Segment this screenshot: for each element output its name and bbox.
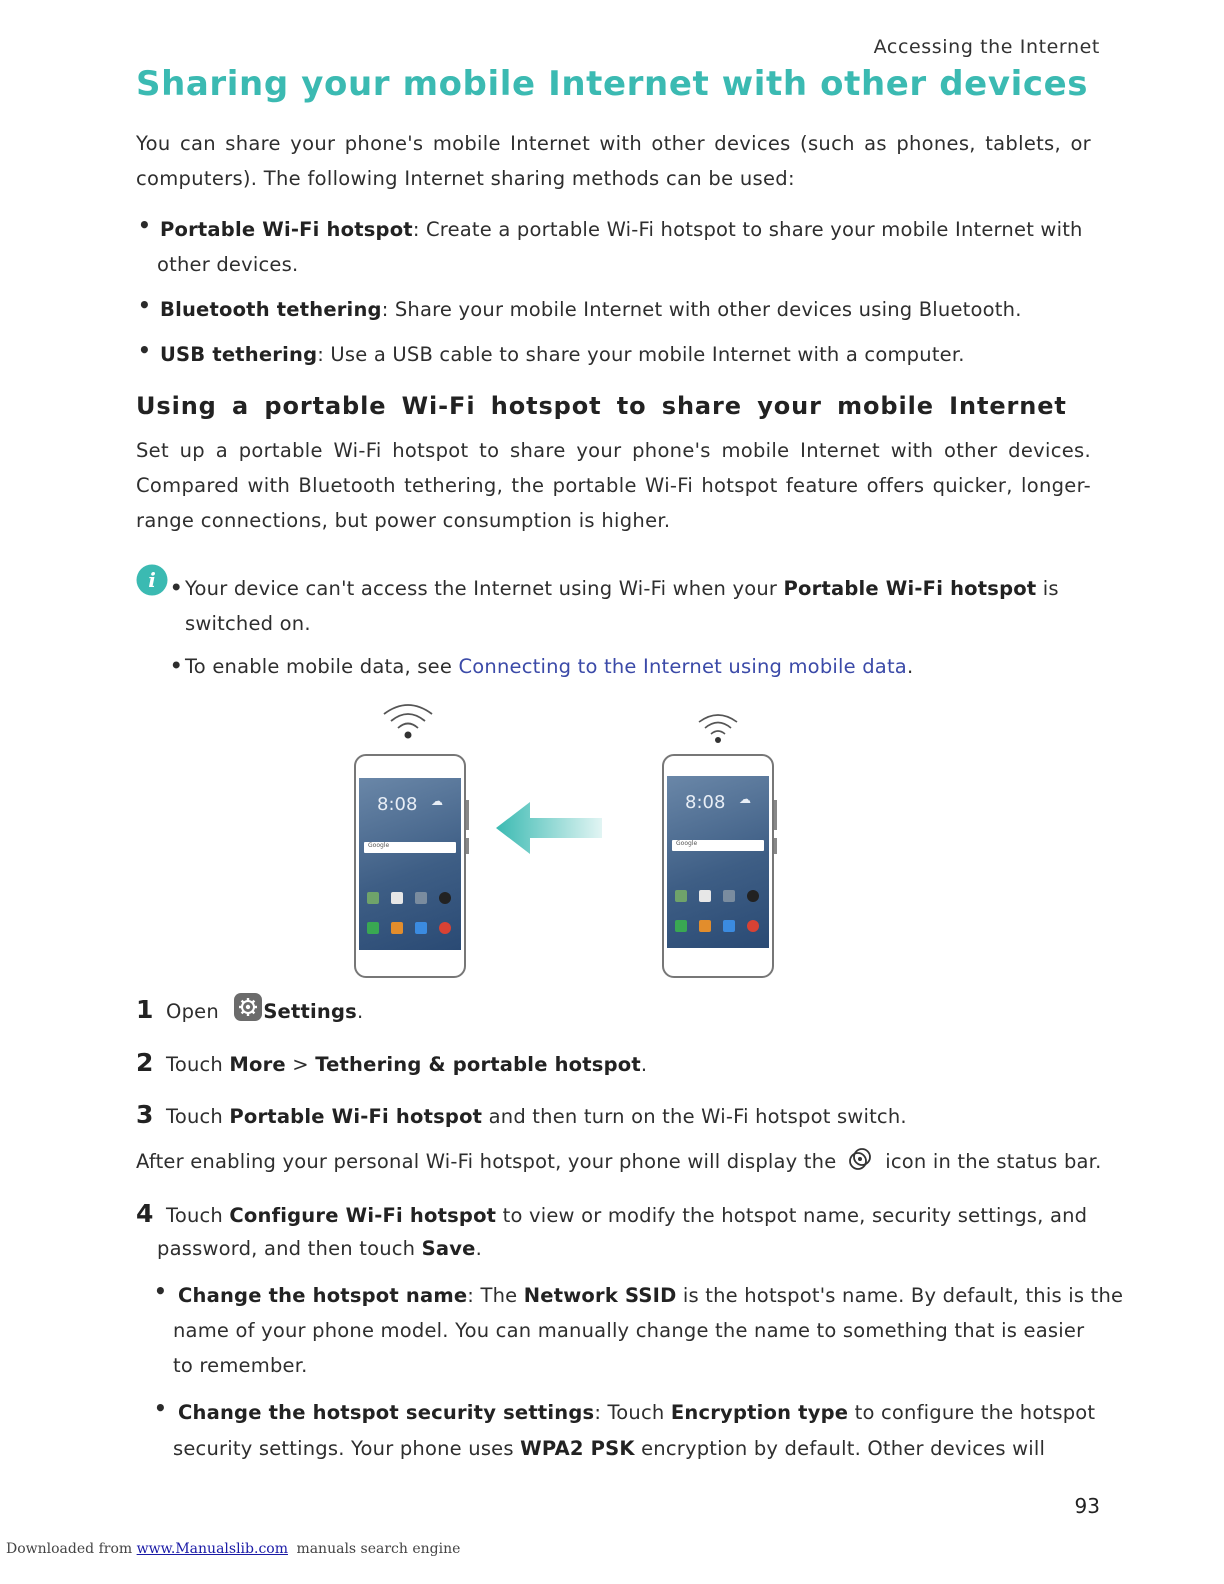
hotspot-status-icon — [847, 1147, 875, 1171]
step-bold: Configure Wi-Fi hotspot — [229, 1204, 497, 1227]
sub-item-hotspot-name — [178, 1278, 1123, 1313]
search-bar — [672, 840, 764, 851]
step-text: Touch — [166, 1105, 223, 1128]
section-subheading: Using a portable Wi-Fi hotspot to share your mobile Internet — [136, 392, 1067, 420]
weather-icon: ☁ — [739, 792, 751, 806]
page-number: 93 — [1074, 1494, 1100, 1518]
step-2 — [136, 1045, 647, 1082]
step-text: Open — [166, 1000, 219, 1023]
sub-item-text: is the hotspot's name. By default, this is the — [682, 1284, 1124, 1307]
step-bold: More — [229, 1053, 286, 1076]
method-desc: : Create a portable Wi-Fi hotspot to share your mobile Internet with — [412, 218, 1083, 241]
step-text: . — [475, 1237, 482, 1260]
phone-receiving — [662, 754, 774, 978]
sub-item-text-continued: to remember. — [173, 1354, 308, 1377]
step-4-continued — [157, 1231, 482, 1266]
method-desc: : Share your mobile Internet with other devices using Bluetooth. — [381, 298, 1022, 321]
intro-paragraph: You can share your phone's mobile Internet with other devices (such as phones, tablets, or computers). The following Internet sharing methods can be used: — [136, 132, 1091, 190]
phone-sharing — [354, 754, 466, 978]
step-3-result — [136, 1144, 1102, 1179]
footer-text: Downloaded from — [6, 1541, 133, 1557]
step-text: After enabling your personal Wi-Fi hotspot, your phone will display the — [136, 1150, 837, 1173]
info-note — [136, 562, 1096, 692]
step-bold: Tethering & portable hotspot — [315, 1053, 641, 1076]
hotspot-illustration — [340, 698, 800, 983]
step-separator: > — [292, 1053, 309, 1076]
note-item — [185, 571, 1059, 606]
bullet-icon: • — [154, 1279, 167, 1303]
sub-item-text-continued — [173, 1431, 1045, 1466]
step-text: Touch — [166, 1204, 223, 1227]
method-term: Bluetooth tethering — [160, 298, 382, 321]
step-text: Touch — [166, 1053, 223, 1076]
sub-item-bold: Network SSID — [523, 1284, 677, 1307]
mobile-data-link[interactable]: Connecting to the Internet using mobile data — [458, 655, 907, 678]
search-bar — [364, 842, 456, 853]
clock-time: 8:08 — [377, 794, 418, 815]
step-text: . — [356, 1000, 364, 1023]
sub-item-term: Change the hotspot security settings — [178, 1401, 595, 1424]
svg-text:i: i — [148, 568, 156, 592]
phone-screen — [667, 776, 769, 948]
note-item — [185, 649, 913, 684]
info-icon — [136, 564, 168, 596]
step-text: to view or modify the hotspot name, security settings, and — [502, 1204, 1088, 1227]
method-desc: : Use a USB cable to share your mobile Internet with a computer. — [317, 343, 965, 366]
step-3 — [136, 1097, 907, 1134]
method-term: Portable Wi-Fi hotspot — [160, 218, 413, 241]
step-text: password, and then touch — [157, 1237, 416, 1260]
sub-item-text: to configure the hotspot — [854, 1401, 1096, 1424]
method-term: USB tethering — [160, 343, 318, 366]
step-4 — [136, 1196, 1087, 1233]
sub-item-text-continued: name of your phone model. You can manually change the name to something that is easier — [173, 1319, 1085, 1342]
method-item-bluetooth — [160, 292, 1022, 327]
search-label: Google — [368, 842, 390, 849]
sub-item-security — [178, 1395, 1095, 1430]
step-bold: Portable Wi-Fi hotspot — [229, 1105, 483, 1128]
note-text-continued: switched on. — [185, 612, 311, 635]
step-number: 2 — [136, 1048, 154, 1077]
method-desc-continued: other devices. — [157, 253, 299, 276]
bullet-icon: • — [138, 338, 151, 362]
step-bold: Settings — [263, 1000, 357, 1023]
wifi-signal-icon — [696, 712, 740, 746]
note-text: . — [906, 655, 914, 678]
method-item-hotspot — [160, 212, 1083, 247]
bullet-icon: • — [138, 213, 151, 237]
step-number: 1 — [136, 995, 154, 1024]
step-text: icon in the status bar. — [885, 1150, 1102, 1173]
bullet-icon: • — [154, 1396, 167, 1420]
footer-text: manuals search engine — [296, 1541, 461, 1557]
settings-gear-icon — [233, 992, 263, 1022]
arrow-left-icon — [492, 798, 604, 858]
manualslib-link[interactable]: www.Manualslib.com — [136, 1541, 288, 1557]
sub-item-text: : Touch — [594, 1401, 665, 1424]
sub-item-bold: WPA2 PSK — [520, 1437, 635, 1460]
sub-item-term: Change the hotspot name — [178, 1284, 468, 1307]
clock-time: 8:08 — [685, 792, 726, 813]
step-1 — [136, 992, 363, 1029]
search-label: Google — [676, 840, 698, 847]
bullet-icon: • — [138, 293, 151, 317]
download-footer — [6, 1541, 460, 1557]
note-text: Your device can't access the Internet using Wi-Fi when your — [185, 577, 784, 600]
weather-icon: ☁ — [431, 794, 443, 808]
note-text: is — [1036, 577, 1059, 600]
sub-item-text: : The — [467, 1284, 518, 1307]
step-text: . — [640, 1053, 648, 1076]
bullet-icon: • — [170, 576, 183, 599]
phone-screen — [359, 778, 461, 950]
step-bold: Save — [421, 1237, 476, 1260]
page-title: Sharing your mobile Internet with other devices — [136, 64, 1089, 104]
step-number: 3 — [136, 1100, 154, 1129]
note-bold: Portable Wi-Fi hotspot — [783, 577, 1037, 600]
bullet-icon: • — [170, 654, 183, 677]
step-text: and then turn on the Wi-Fi hotspot switch. — [488, 1105, 907, 1128]
running-header: Accessing the Internet — [873, 36, 1100, 58]
sub-item-bold: Encryption type — [670, 1401, 849, 1424]
wifi-signal-icon — [380, 702, 436, 742]
method-item-usb — [160, 337, 965, 372]
note-text: To enable mobile data, see — [185, 655, 459, 678]
sub-item-text: encryption by default. Other devices will — [641, 1437, 1046, 1460]
sub-item-text: security settings. Your phone uses — [173, 1437, 514, 1460]
subsection-paragraph: Set up a portable Wi-Fi hotspot to share your phone's mobile Internet with other devices. Compared with Bluetooth tethering, the portable Wi-Fi hotspot feature offers quicker, longer-range connections, but power consumption is higher. — [136, 439, 1091, 532]
step-number: 4 — [136, 1199, 154, 1228]
